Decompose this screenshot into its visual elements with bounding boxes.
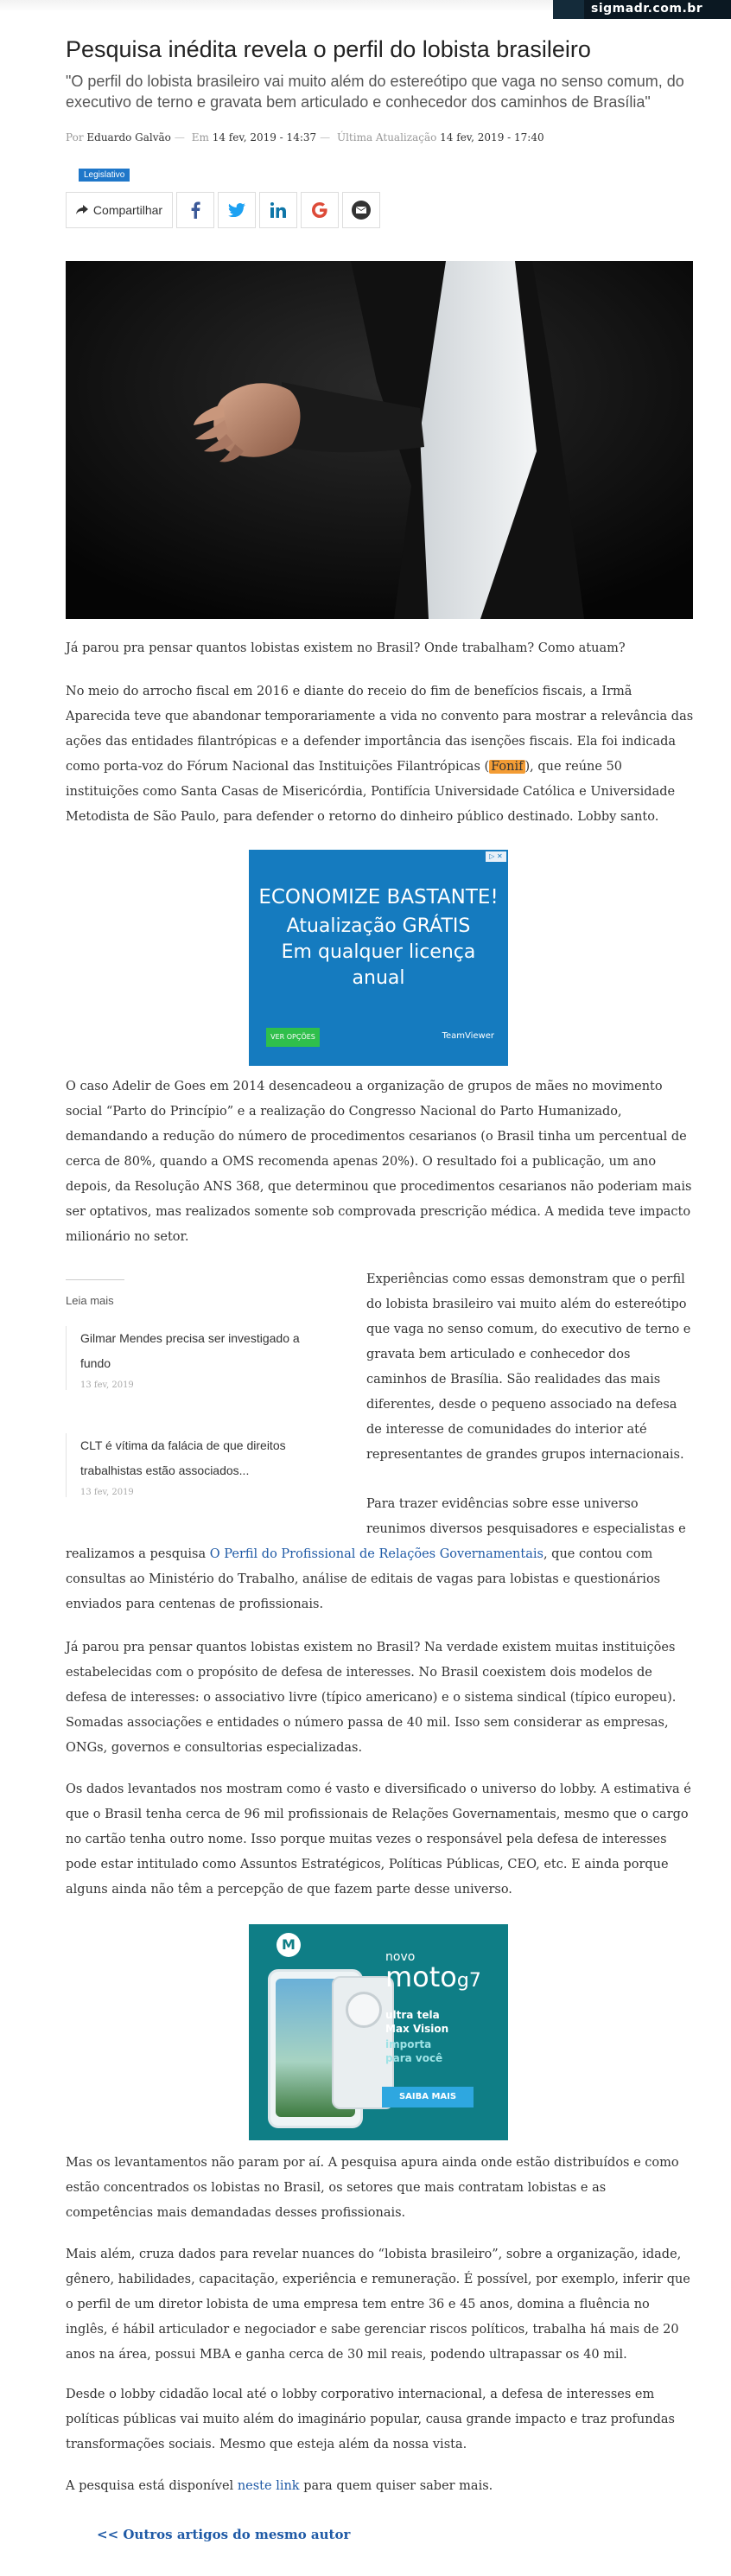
paragraph-10: Desde o lobby cidadão local até o lobby corporativo internacional, a defesa de interesses em políticas públicas vai muito além do imaginário popular, causa grande impacto e traz profundas transformações sociais. Mesmo que esteja além da nossa vista. xyxy=(66,2388,675,2452)
leia-mais-item[interactable] xyxy=(66,1433,344,1497)
article-title: Pesquisa inédita revela o perfil do lobista brasileiro xyxy=(66,36,591,62)
moto-g7-ad[interactable] xyxy=(249,1924,508,2140)
paragraph-1: Já parou pra pensar quantos lobistas existem no Brasil? Onde trabalham? Como atuam? xyxy=(66,641,626,655)
twitter-icon xyxy=(228,203,245,217)
leia-mais-item-date: 13 fev, 2019 xyxy=(80,1488,134,1497)
publish-date: 14 fev, 2019 - 14:37 xyxy=(212,131,317,143)
ad-choices-icon[interactable]: ▷ ✕ xyxy=(486,851,506,862)
leia-mais-item-title[interactable] xyxy=(80,1433,344,1483)
paragraph-5-part-a: Para trazer evidências sobre esse universo reunimos diversos pesquisadores e especialistas e xyxy=(366,1497,686,1536)
paragraph-2 xyxy=(66,679,695,830)
updated-date: 14 fev, 2019 - 17:40 xyxy=(440,131,544,143)
paragraph-5 xyxy=(66,1542,695,1617)
facebook-icon xyxy=(190,201,200,219)
updated-label: Última Atualização xyxy=(336,131,437,143)
linkedin-share-button[interactable] xyxy=(259,192,297,228)
google-share-button[interactable] xyxy=(301,192,339,228)
moto-ad-model-name: moto xyxy=(385,1961,457,1993)
paragraph-5-text-c: , que contou com consultas ao Ministério do Trabalho, análise de editais de vagas para lobistas e questionários enviados para centenas de profissionais. xyxy=(66,1547,661,1611)
share-label: Compartilhar xyxy=(92,203,163,217)
leia-mais-box xyxy=(66,1279,344,1497)
teamviewer-ad[interactable] xyxy=(249,850,508,1066)
teamviewer-ad-button[interactable]: VER OPÇÕES xyxy=(266,1028,320,1047)
paragraph-8: Mas os levantamentos não param por aí. A pesquisa apura ainda onde estão distribuídos e como estão concentrados os lobistas no Brasil, os setores que mais contratam lobistas e as competências mais demandadas desses profissionais. xyxy=(66,2156,679,2220)
moto-ad-button[interactable]: SAIBA MAIS xyxy=(382,2087,474,2107)
leia-mais-heading: Leia mais xyxy=(66,1294,114,1307)
pesquisa-link[interactable]: O Perfil do Profissional de Relações Governamentais xyxy=(209,1547,543,1561)
linkedin-icon xyxy=(270,202,286,218)
leia-mais-divider xyxy=(66,1279,124,1280)
teamviewer-ad-line-1: Atualização GRÁTIS xyxy=(286,915,471,937)
author-label: Por xyxy=(66,131,84,143)
leia-mais-item-title-line-1: CLT é vítima da falácia de que direitos xyxy=(80,1438,286,1452)
neste-link[interactable]: neste link xyxy=(237,2479,300,2493)
date-label: Em xyxy=(191,131,209,143)
teamviewer-ad-headline: ECONOMIZE BASTANTE! xyxy=(258,886,499,909)
article-subtitle: "O perfil do lobista brasileiro vai muito além do estereótipo que vaga no senso comum, do executivo de terno e gravata bem articulado e conhecedor dos caminhos de Brasília" xyxy=(66,73,684,111)
paragraph-11-text-a: A pesquisa está disponível xyxy=(66,2479,238,2493)
paragraph-4: Experiências como essas demonstram que o perfil do lobista brasileiro vai muito além do estereótipo que vaga no senso comum, do executivo de terno e gravata bem articulado e conhecedor dos caminhos de Brasília. São realidades das mais diferentes, desde o pequeno associado na defesa de interesse de comunidades do interior até representantes de grandes grupos internacionais. xyxy=(366,1272,691,1462)
paragraph-11-text-b: para quem quiser saber mais. xyxy=(299,2479,493,2493)
paragraph-6: Já parou pra pensar quantos lobistas existem no Brasil? Na verdade existem muitas instituições estabelecidas com o propósito de defesa de interesses. No Brasil coexistem dois modelos de defesa de interesses: o associativo livre (típico americano) e o sistema sindical (típico europeu). Somadas associações e entidades o número passa de 40 mil. Isso sem considerar as empresas, ONGs, governos e consultorias especializadas. xyxy=(66,1641,677,1755)
google-icon xyxy=(312,202,327,218)
moto-ad-line-3: importa xyxy=(385,2038,432,2050)
paragraph-9: Mais além, cruza dados para revelar nuances do “lobista brasileiro”, sobre a organização, idade, gênero, habilidades, capacitação, experiência e remuneração. É possível, por exemplo, inferir que o perfil de um diretor lobista de uma empresa tem entre 36 e 45 anos, domina a fluência no inglês, é hábil articulador e negociador e sabe gerenciar riscos políticos, trabalha há mais de 20 anos na área, possui MBA e ganha cerca de 30 mil reais, podendo ultrapassar os 40 mil. xyxy=(66,2248,690,2362)
moto-ad-line-1: ultra tela xyxy=(385,2009,440,2021)
author-link[interactable]: Eduardo Galvão xyxy=(86,131,171,143)
moto-ad-line-2: Max Vision xyxy=(385,2023,449,2035)
moto-ad-line-4: para você xyxy=(385,2052,443,2064)
leia-mais-item-title[interactable] xyxy=(80,1326,344,1376)
article-hero-image xyxy=(66,261,693,619)
top-strip xyxy=(0,0,553,12)
share-button[interactable] xyxy=(66,192,173,228)
leia-mais-item-title-line-1: Gilmar Mendes precisa ser investigado a xyxy=(80,1331,300,1345)
paragraph-2-text-b: ), que reúne 50 instituições como Santa Casas de Misericórdia, Pontifícia Universidade Católica e Universidade Metodista de São Paulo, para defender o retorno do dinheiro público destinado. Lobby santo. xyxy=(66,760,676,824)
email-share-button[interactable] xyxy=(342,192,380,228)
moto-ad-novo: novo xyxy=(385,1950,416,1964)
motorola-logo-icon: M xyxy=(277,1933,301,1957)
leia-mais-item[interactable] xyxy=(66,1326,344,1390)
moto-ad-model xyxy=(385,1961,481,1993)
byline: Por Eduardo Galvão — Em 14 fev, 2019 - 14:37 — Última Atualização 14 fev, 2019 - 17:40 xyxy=(66,131,544,143)
teamviewer-brand: TeamViewer xyxy=(442,1031,494,1041)
fonif-highlight: Fonif xyxy=(491,760,524,774)
leia-mais-item-date: 13 fev, 2019 xyxy=(80,1380,134,1390)
paragraph-3: O caso Adelir de Goes em 2014 desencadeou a organização de grupos de mães no movimento social “Parto do Princípio” e a realização do Congresso Nacional do Parto Humanizado, demandando a redução do número de procedimentos cesarianos (o Brasil tinha um percentual de cerca de 80%, quando a OMS recomenda apenas 20%). O resultado foi a publicação, um ano depois, da Resolução ANS 368, que determinou que procedimentos cesarianos não poderiam mais ser optativos, mas realizados somente sob comprovada prescrição médica. A medida teve impacto milionário no setor. xyxy=(66,1080,692,1244)
teamviewer-ad-line-2: Em qualquer licença xyxy=(281,941,476,963)
more-articles-link[interactable]: << Outros artigos do mesmo autor xyxy=(97,2527,351,2542)
teamviewer-ad-line-3: anual xyxy=(352,967,405,989)
leia-mais-item-title-line-2: fundo xyxy=(80,1356,111,1370)
paragraph-2-text-a: No meio do arrocho fiscal em 2016 e diante do receio do fim de benefícios fiscais, a Irmã Aparecida teve que abandonar temporariamente a vida no convento para mostrar a relevância das ações das entidades filantrópicas e a defender importância das isenções fiscais. Ela foi indicada como porta-voz do Fórum Nacional das Instituições Filantrópicas ( xyxy=(66,685,694,774)
top-ad-text: sigmadr.com.br xyxy=(591,2,703,16)
email-icon xyxy=(352,201,371,220)
leia-mais-item-title-line-2: trabalhistas estão associados... xyxy=(80,1463,250,1477)
paragraph-7: Os dados levantados nos mostram como é vasto e diversificado o universo do lobby. A estimativa é que o Brasil tenha cerca de 96 mil profissionais de Relações Governamentais, mesmo que o cargo no cartão tenha outro nome. Isso porque muitas vezes o responsável pela defesa de interesses pode estar intitulado como Assuntos Estratégicos, Políticas Públicas, CEO, etc. E ainda porque alguns ainda não têm a percepção de que fazem parte desse universo. xyxy=(66,1782,691,1897)
top-ad-image xyxy=(553,0,584,19)
twitter-share-button[interactable] xyxy=(218,192,256,228)
paragraph-5-text-b: realizamos a pesquisa xyxy=(66,1547,210,1561)
moto-ad-model-suffix: g7 xyxy=(456,1970,481,1992)
top-ad-banner[interactable] xyxy=(553,0,731,19)
share-icon xyxy=(76,205,88,215)
paragraph-11 xyxy=(66,2474,695,2499)
category-tag[interactable]: Legislativo xyxy=(79,169,130,182)
facebook-share-button[interactable] xyxy=(176,192,214,228)
